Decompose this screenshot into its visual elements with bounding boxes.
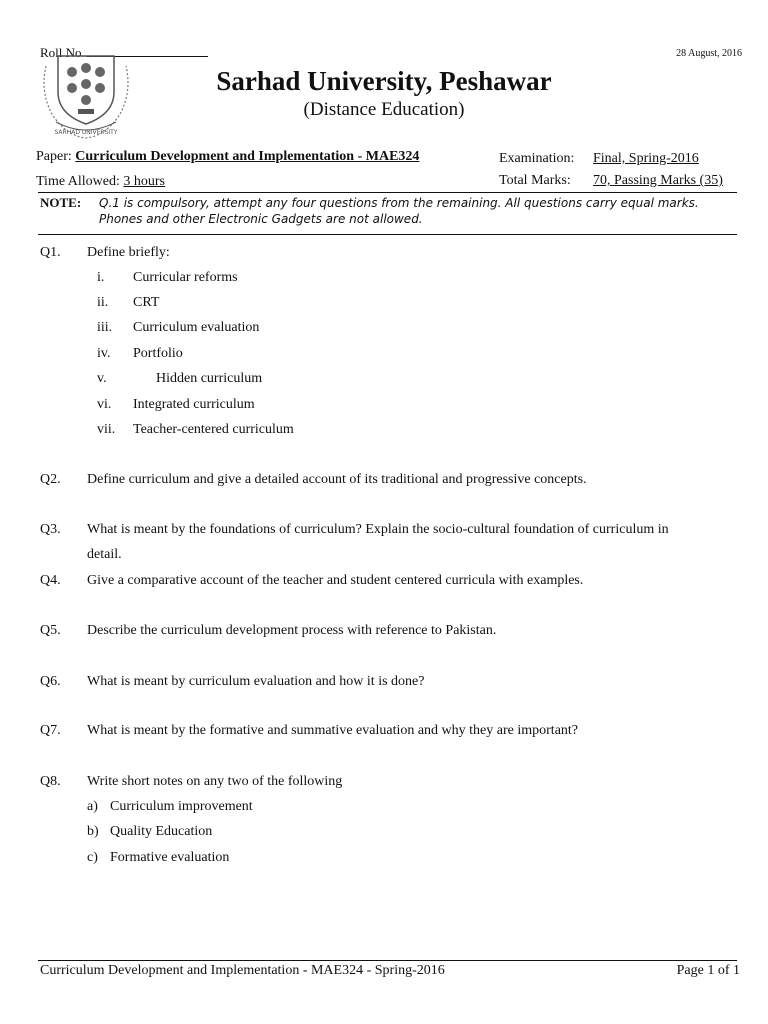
list-item-text: CRT: [133, 295, 160, 310]
university-name: Sarhad University, Peshawar: [216, 66, 552, 96]
question-text: Define curriculum and give a detailed account of its traditional and progressive concepts.: [87, 472, 587, 487]
list-item-text: Curricular reforms: [133, 270, 238, 285]
question-text: What is meant by the foundations of curriculum? Explain the socio-cultural foundation of curriculum in: [87, 522, 669, 537]
time-label: Time Allowed:: [36, 174, 120, 189]
university-subtitle: (Distance Education): [303, 99, 465, 120]
list-item-text: Portfolio: [133, 346, 183, 361]
marks-label: Total Marks:: [499, 173, 571, 188]
header-rule-top: [38, 192, 737, 193]
list-item-text: Teacher-centered curriculum: [133, 422, 294, 437]
paper-value: Curriculum Development and Implementation - MAE324: [75, 149, 420, 164]
list-item-text: Integrated curriculum: [133, 397, 255, 412]
list-item-text: Hidden curriculum: [156, 371, 263, 386]
question-number: Q6.: [40, 674, 61, 689]
logo-lettering: SARHAD UNIVERSITY: [54, 129, 118, 136]
question-number: Q2.: [40, 472, 61, 487]
paper-label: Paper:: [36, 149, 72, 164]
question-text-continued: detail.: [87, 547, 122, 562]
list-item-number: vi.: [97, 397, 112, 412]
header-rule-bottom: [38, 234, 737, 235]
list-item-number: v.: [97, 371, 107, 386]
list-item-number: iii.: [97, 320, 113, 335]
exam-date: 28 August, 2016: [676, 48, 742, 59]
time-value: 3 hours: [123, 174, 166, 189]
list-item-number: a): [87, 799, 98, 814]
question-number: Q4.: [40, 573, 61, 588]
exam-label: Examination:: [499, 151, 575, 166]
page-number: Page 1 of 1: [676, 963, 740, 978]
list-item-number: vii.: [97, 422, 116, 437]
list-item-text: Formative evaluation: [110, 850, 230, 865]
exam-line: [499, 151, 574, 167]
exam-value: Final, Spring-2016: [593, 151, 699, 166]
question-number: Q3.: [40, 522, 61, 537]
note-line-2: Phones and other Electronic Gadgets are not allowed.: [99, 212, 423, 226]
note-label: NOTE:: [40, 195, 82, 210]
question-number: Q7.: [40, 723, 61, 738]
list-item-number: ii.: [97, 295, 109, 310]
note-line-1: Q.1 is compulsory, attempt any four questions from the remaining. All questions carry equal marks.: [99, 196, 699, 210]
footer-rule: [38, 960, 737, 961]
list-item-text: Curriculum evaluation: [133, 320, 260, 335]
paper-line: [36, 149, 419, 165]
marks-value: 70, Passing Marks (35): [593, 173, 723, 188]
list-item-text: Quality Education: [110, 824, 213, 839]
question-number: Q8.: [40, 774, 61, 789]
roll-number-label: Roll No.: [40, 45, 85, 60]
question-number: Q1.: [40, 245, 61, 260]
note-text: [99, 195, 739, 227]
list-item-number: iv.: [97, 346, 111, 361]
question-text: Give a comparative account of the teacher and student centered curricula with examples.: [87, 573, 584, 588]
list-item-number: b): [87, 824, 99, 839]
marks-line: [499, 173, 571, 189]
list-item-number: i.: [97, 270, 105, 285]
question-number: Q5.: [40, 623, 61, 638]
question-text: What is meant by curriculum evaluation and how it is done?: [87, 674, 425, 689]
question-text: What is meant by the formative and summative evaluation and why they are important?: [87, 723, 579, 738]
question-text: Describe the curriculum development process with reference to Pakistan.: [87, 623, 497, 638]
footer-text: Curriculum Development and Implementation - MAE324 - Spring-2016: [40, 963, 445, 978]
question-text: Write short notes on any two of the following: [87, 774, 343, 789]
question-text: Define briefly:: [87, 245, 170, 260]
list-item-number: c): [87, 850, 98, 865]
time-line: [36, 174, 165, 190]
list-item-text: Curriculum improvement: [110, 799, 253, 814]
